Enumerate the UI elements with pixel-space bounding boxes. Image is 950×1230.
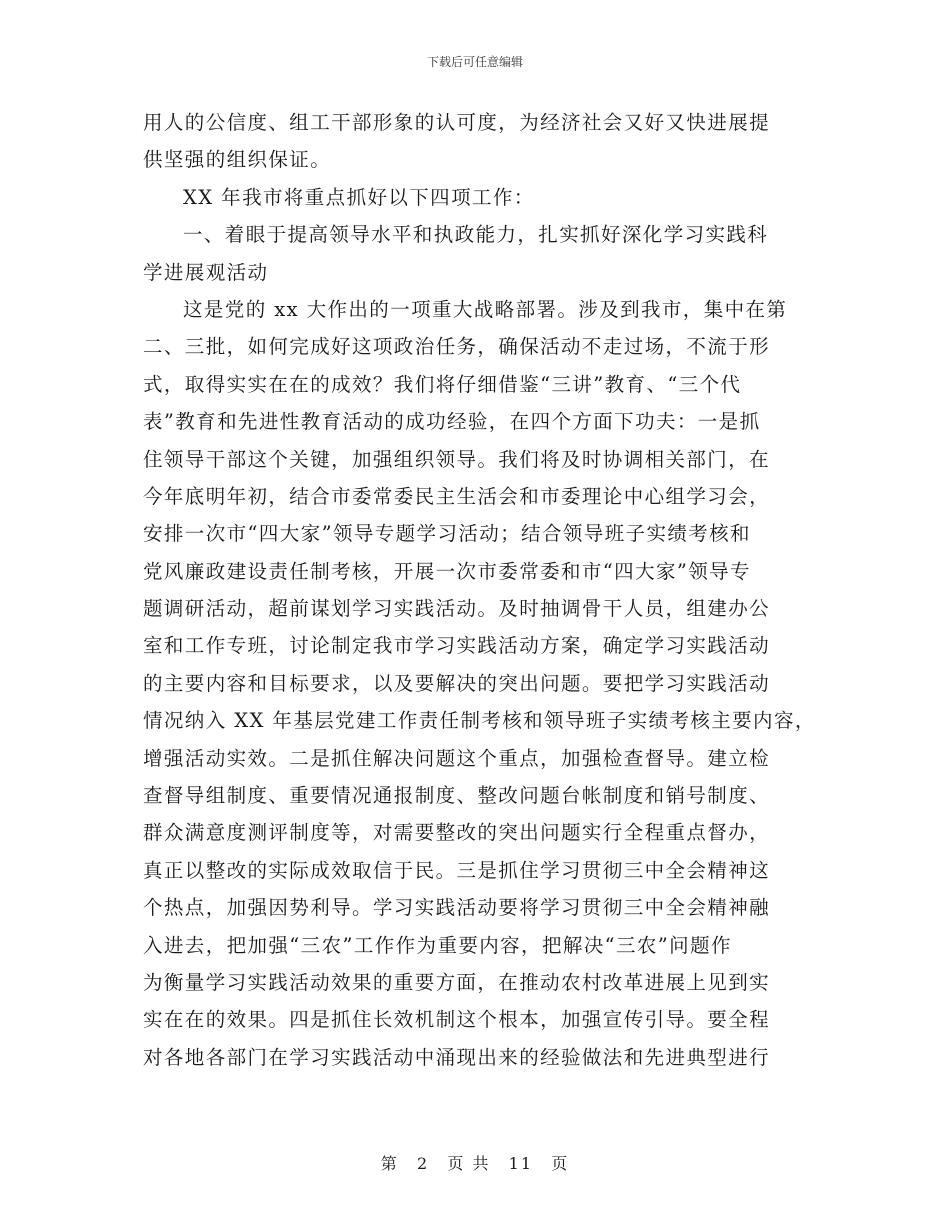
footer-middle: 页 共: [447, 1154, 491, 1173]
text-line: 实在在的效果。四是抓住长效机制这个根本，加强宣传引导。要全程: [143, 1008, 771, 1032]
page-header: 下载后可任意编辑: [426, 55, 523, 69]
text-line: 安排一次市“四大家”领导专题学习活动；结合领导班子实绩考核和: [143, 522, 751, 546]
text-line: 住领导干部这个关键，加强组织领导。我们将及时协调相关部门，在: [143, 447, 771, 471]
page-number-footer: [0, 1154, 950, 1174]
text-line: 供坚强的组织保证。: [143, 148, 332, 172]
text-line: 这是党的 xx 大作出的一项重大战略部署。涉及到我市，集中在第: [183, 297, 788, 321]
text-line: 增强活动实效。二是抓住解决问题这个重点，加强检查督导。建立检: [143, 746, 771, 770]
text-line: 查督导组制度、重要情况通报制度、整改问题台帐制度和销号制度、: [143, 784, 771, 808]
text-line: 情况纳入 XX 年基层党建工作责任制考核和领导班子实绩考核主要内容，: [143, 709, 816, 733]
text-line: 式，取得实实在在的成效？我们将仔细借鉴“三讲”教育、“三个代: [143, 372, 742, 396]
text-line: 今年底明年初，结合市委常委民主生活会和市委理论中心组学习会，: [143, 484, 771, 508]
footer-total-pages: 11: [508, 1154, 533, 1173]
text-line: 的主要内容和目标要求，以及要解决的突出问题。要把学习实践活动: [143, 671, 771, 695]
text-line: 对各地各部门在学习实践活动中涌现出来的经验做法和先进典型进行: [143, 1045, 771, 1069]
text-line: 党风廉政建设责任制考核，开展一次市委常委和市“四大家”领导专: [143, 559, 751, 583]
text-line: 入进去，把加强“三农”工作作为重要内容，把解决“三农”问题作: [143, 933, 732, 957]
text-line: 为衡量学习实践活动效果的重要方面，在推动农村改革进展上见到实: [143, 970, 771, 994]
text-line: 用人的公信度、组工干部形象的认可度，为经济社会又好又快进展提: [143, 111, 771, 134]
text-line: 群众满意度测评制度等，对需要整改的突出问题实行全程重点督办，: [143, 821, 771, 845]
text-line: 学进展观活动: [143, 260, 269, 284]
text-line: 一、着眼于提高领导水平和执政能力，扎实抓好深化学习实践科: [183, 223, 769, 247]
text-line: 室和工作专班，讨论制定我市学习实践活动方案，确定学习实践活动: [143, 634, 771, 658]
document-body: [143, 108, 816, 1080]
text-line: XX 年我市将重点抓好以下四项工作：: [183, 185, 535, 209]
text-line: 真正以整改的实际成效取信于民。三是抓住学习贯彻三中全会精神这: [143, 858, 771, 882]
footer-current-page: 2: [416, 1154, 430, 1173]
footer-suffix: 页: [551, 1154, 570, 1173]
footer-prefix: 第: [380, 1154, 399, 1173]
text-line: 题调研活动，超前谋划学习实践活动。及时抽调骨干人员，组建办公: [143, 597, 771, 621]
text-line: 二、三批，如何完成好这项政治任务，确保活动不走过场，不流于形: [143, 335, 771, 359]
text-line: 表”教育和先进性教育活动的成功经验，在四个方面下功夫：一是抓: [143, 410, 761, 434]
text-line: 个热点，加强因势利导。学习实践活动要将学习贯彻三中全会精神融: [143, 896, 771, 920]
